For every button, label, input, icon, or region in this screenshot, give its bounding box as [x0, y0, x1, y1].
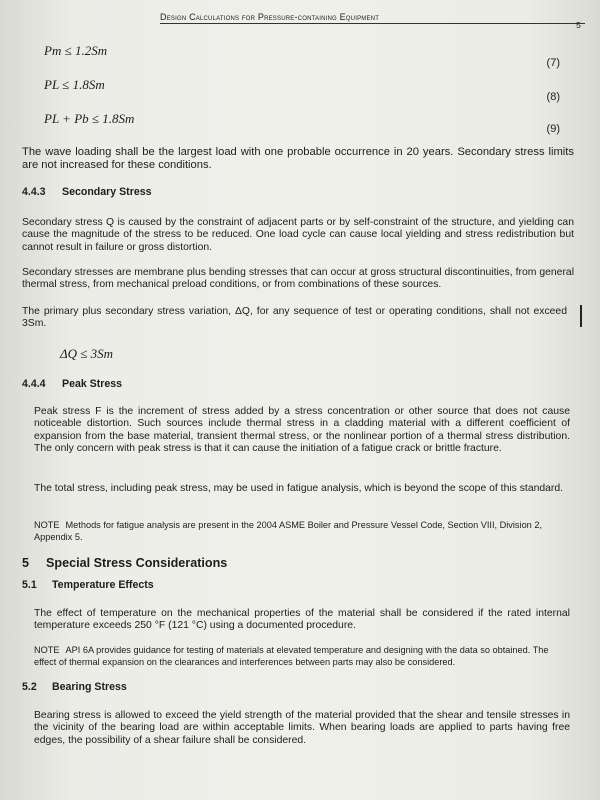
header-title: Design Calculations for Pressure-containing Equipment	[160, 12, 380, 22]
section-number: 4.4.4	[22, 378, 46, 390]
section-title: Bearing Stress	[52, 681, 127, 693]
section-number: 5.1	[22, 579, 37, 591]
section-5-2-heading	[22, 681, 127, 693]
running-header	[160, 12, 585, 30]
section-title: Temperature Effects	[52, 579, 154, 591]
section-number: 5.2	[22, 681, 37, 693]
equation-7-number: (7)	[546, 57, 560, 69]
section-4-4-3-heading	[22, 186, 152, 198]
equation-delta-q: ΔQ ≤ 3Sm	[60, 346, 114, 361]
peak-stress-paragraph-1: Peak stress F is the increment of stress added by a stress concentration or other source that does not cause noticeable distortion. Such sources include thermal stress in a cladding material with a different coefficient of expansion from the base material, transient thermal stress, or the nonlinear portion of a thermal stress distribution. The only concern with peak stress is that it can cause the initiation of a fatigue crack or brittle fracture.	[34, 406, 570, 455]
section-title: Peak Stress	[62, 378, 123, 390]
temperature-effects-paragraph: The effect of temperature on the mechanical properties of the material shall be considered if the rated internal temperature exceeds 250 °F (121 °C) using a documented procedure.	[34, 608, 570, 632]
secondary-stress-paragraph-2: Secondary stresses are membrane plus bending stresses that can occur at gross structural discontinuities, from general thermal stress, from mechanical preload conditions, or from combinations of these sources.	[22, 267, 574, 291]
page-number: 5	[576, 20, 581, 30]
equation-9: PL + Pb ≤ 1.8Sm	[44, 111, 135, 126]
section-number: 4.4.3	[22, 186, 46, 198]
equation-7: Pm ≤ 1.2Sm	[44, 43, 108, 58]
section-5-1-heading	[22, 579, 154, 591]
bearing-stress-paragraph: Bearing stress is allowed to exceed the yield strength of the material provided that the shear and tensile stresses in the vicinity of the bearing load are within acceptable limits. When bearing loads are applied to parts having free edges, the possibility of a shear failure shall be considered.	[34, 710, 570, 746]
wave-loading-paragraph: The wave loading shall be the largest load with one probable occurrence in 20 years. Secondary stress limits are not increased for these conditions.	[22, 146, 574, 171]
section-title: Secondary Stress	[62, 186, 152, 198]
section-number: 5	[22, 556, 30, 570]
section-4-4-4-heading	[22, 378, 122, 390]
secondary-stress-paragraph-1: Secondary stress Q is caused by the constraint of adjacent parts or by self-constraint of the structure, and yielding can cause the magnitude of the stress to be reduced. One load cycle can cause local yielding and stress redistribution but cannot result in failure or gross distortion.	[22, 217, 574, 253]
secondary-stress-paragraph-3: The primary plus secondary stress variation, ΔQ, for any sequence of test or operating conditions, shall not exceed 3Sm.	[22, 306, 567, 330]
change-bar	[580, 305, 582, 327]
peak-stress-paragraph-2: The total stress, including peak stress, may be used in fatigue analysis, which is beyond the scope of this standard.	[34, 483, 564, 494]
section-title: Special Stress Considerations	[46, 556, 228, 570]
note-text: Methods for fatigue analysis are present in the 2004 ASME Boiler and Pressure Vessel Code, Section VIII, Division 2, Appendix 5.	[34, 520, 543, 542]
note-text: API 6A provides guidance for testing of materials at elevated temperature and designing with the data so obtained. The effect of thermal expansion on the clearances and interferences between parts may also be considered.	[34, 645, 549, 667]
note-tag: NOTE	[34, 645, 60, 655]
equation-9-number: (9)	[546, 123, 560, 135]
equation-8-number: (8)	[546, 91, 560, 103]
note-tag: NOTE	[34, 520, 60, 530]
section-5-heading	[22, 556, 227, 570]
temperature-note	[34, 645, 570, 668]
equation-8: PL ≤ 1.8Sm	[44, 77, 105, 92]
fatigue-note	[34, 520, 570, 543]
